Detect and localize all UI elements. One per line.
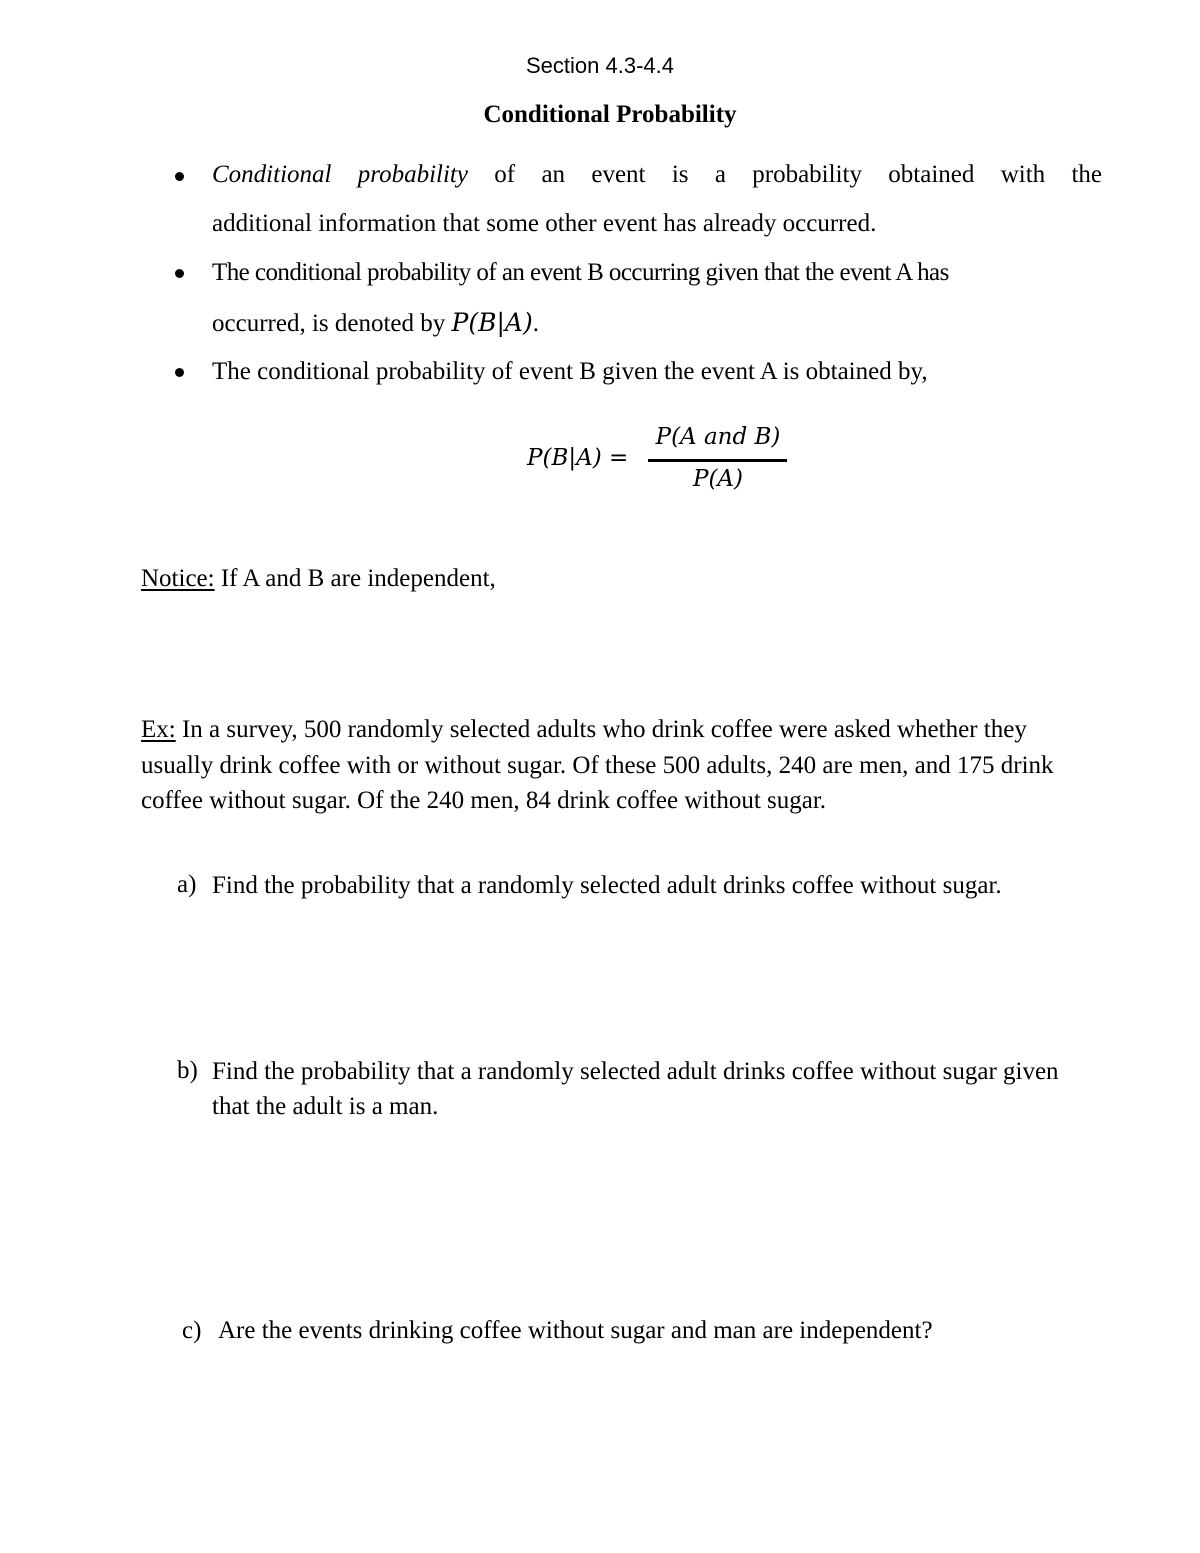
bullet-2-period: . [532, 310, 539, 337]
bullet-icon [175, 368, 184, 377]
bullet-1-line-2: additional information that some other event has already occurred. [212, 210, 877, 237]
question-a-text: Find the probability that a randomly selected adult drinks coffee without sugar. [212, 872, 1002, 899]
question-b-text: Find the probability that a randomly selected adult drinks coffee without sugar given that the adult is a man. [212, 1058, 1059, 1120]
formula-denominator: P(A) [692, 466, 744, 492]
page-title: Conditional Probability [483, 101, 737, 128]
notice-label: Notice: [141, 565, 215, 592]
notation-p-b-given-a: P(B|A) [451, 308, 533, 337]
bullet-2-line-2 [212, 308, 539, 339]
formula-lhs: P(B|A) = [527, 445, 629, 471]
notice-line [141, 564, 496, 594]
question-b-label: b) [177, 1057, 198, 1084]
question-a-label: a) [177, 871, 197, 898]
bullet-icon [175, 172, 184, 181]
bullet-2-line-1: The conditional probability of an event B occurring given that the event A has [212, 259, 949, 286]
bullet-2-line-2-text: occurred, is denoted by [212, 310, 446, 337]
section-heading: Section 4.3-4.4 [526, 53, 674, 78]
bullet-1-line-1 [212, 160, 1102, 190]
formula-numerator: P(A and B) [655, 424, 781, 450]
example-label: Ex: [141, 716, 176, 743]
term-conditional-probability: Conditional probability [212, 161, 468, 188]
notice-text: If A and B are independent, [214, 565, 496, 592]
example-text: In a survey, 500 randomly selected adults who drink coffee were asked whether they usually drink coffee with or without sugar. Of these 500 adults, 240 are men, and 175 drink coffee without sugar. Of the 240 men, 84 drink coffee without sugar. [141, 716, 1054, 814]
question-c-text: Are the events drinking coffee without sugar and man are independent? [218, 1317, 933, 1344]
example-paragraph [141, 712, 1101, 819]
question-c-label: c) [182, 1317, 202, 1344]
bullet-icon [175, 269, 184, 278]
bullet-3-line-1: The conditional probability of event B given the event A is obtained by, [212, 358, 928, 385]
bullet-1-line-1-rest: of an event is a probability obtained with the [494, 161, 1103, 188]
fraction-bar [648, 459, 787, 462]
